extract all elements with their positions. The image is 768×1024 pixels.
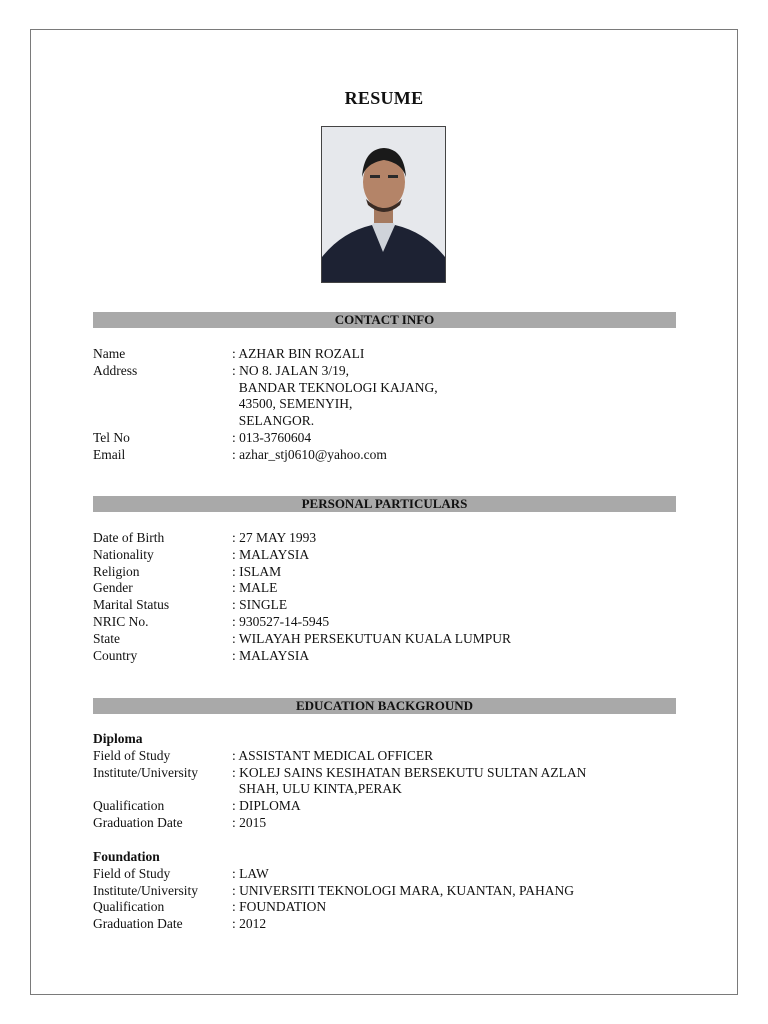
contact-row-tel: Tel No : 013-3760604: [93, 429, 312, 445]
contact-row-address-4: SELANGOR.: [232, 413, 315, 429]
personal-row-dob: Date of Birth : 27 MAY 1993: [93, 530, 317, 545]
education-background-heading: EDUCATION BACKGROUND: [93, 698, 676, 714]
person-photo-icon: [322, 127, 445, 282]
foundation-row-graduation: Graduation Date : 2012: [93, 916, 267, 932]
personal-row-marital-status: Marital Status : SINGLE: [93, 597, 288, 613]
personal-row-gender: Gender : MALE: [93, 580, 278, 596]
contact-row-email: Email : azhar_stj0610@yahoo.com: [93, 446, 387, 462]
profile-photo: [321, 126, 446, 283]
personal-row-nationality: Nationality : MALAYSIA: [93, 546, 310, 562]
education-diploma-title: Diploma: [93, 731, 143, 746]
contact-info-list: [93, 346, 693, 464]
foundation-row-field: Field of Study : LAW: [93, 865, 269, 881]
personal-row-religion: Religion : ISLAM: [93, 563, 282, 579]
contact-row-name: Name : AZHAR BIN ROZALI: [93, 346, 365, 361]
education-foundation: [93, 849, 693, 933]
contact-info-heading: CONTACT INFO: [93, 312, 676, 328]
contact-row-address-3: 43500, SEMENYIH,: [232, 396, 353, 412]
foundation-row-institute: Institute/University : UNIVERSITI TEKNOLOGI MARA, KUANTAN, PAHANG: [93, 882, 575, 898]
diploma-row-qualification: Qualification : DIPLOMA: [93, 798, 301, 814]
personal-row-nric: NRIC No. : 930527-14-5945: [93, 613, 330, 629]
contact-row-address: Address : NO 8. JALAN 3/19,: [93, 362, 349, 378]
personal-particulars-heading: PERSONAL PARTICULARS: [93, 496, 676, 512]
education-diploma: [93, 731, 693, 832]
diploma-row-graduation: Graduation Date : 2015: [93, 814, 267, 830]
page-title: RESUME: [344, 88, 424, 108]
personal-row-country: Country : MALAYSIA: [93, 647, 310, 663]
diploma-row-field: Field of Study : ASSISTANT MEDICAL OFFICER: [93, 747, 434, 763]
diploma-row-institute: Institute/University : KOLEJ SAINS KESIHATAN BERSEKUTU SULTAN AZLAN: [93, 764, 587, 780]
foundation-row-qualification: Qualification : FOUNDATION: [93, 899, 327, 915]
contact-row-address-2: BANDAR TEKNOLOGI KAJANG,: [232, 379, 438, 395]
personal-row-state: State : WILAYAH PERSEKUTUAN KUALA LUMPUR: [93, 630, 512, 646]
diploma-row-institute-2: SHAH, ULU KINTA,PERAK: [232, 781, 402, 797]
education-foundation-title: Foundation: [93, 849, 160, 864]
personal-particulars-list: [93, 530, 693, 664]
